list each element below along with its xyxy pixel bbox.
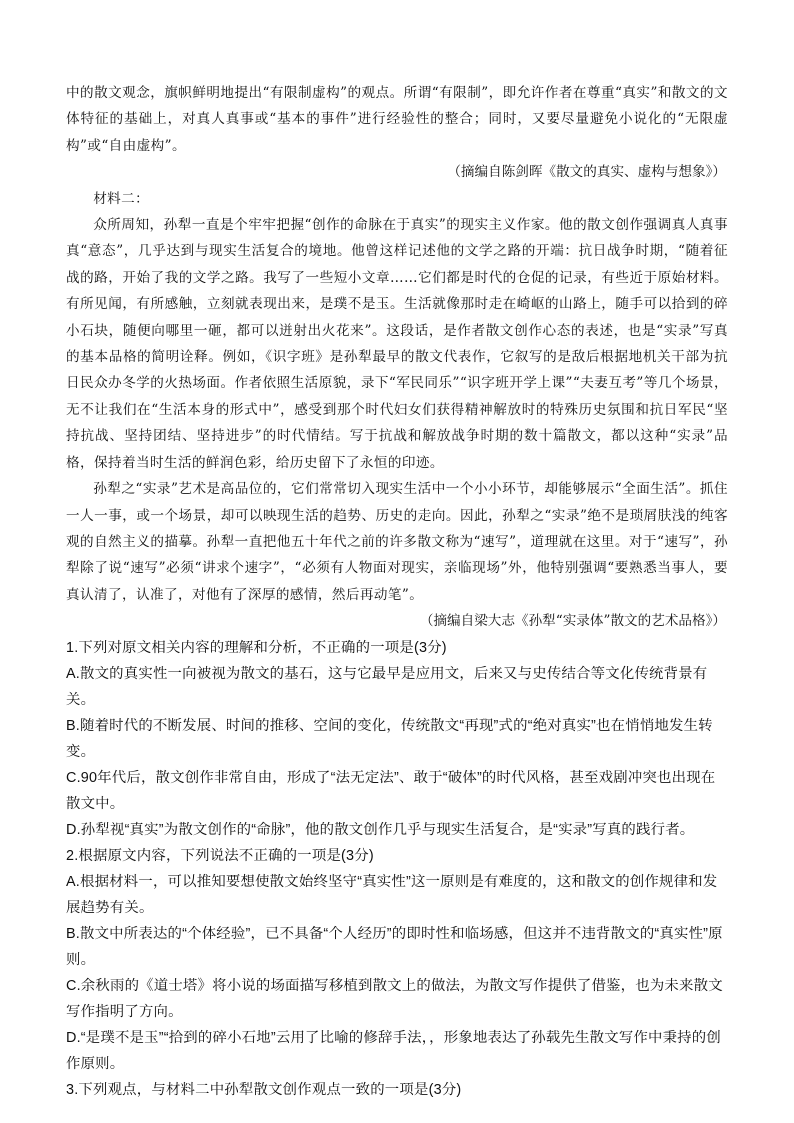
material2-paragraph-2: 孙犁之“实录”艺术是高品位的，它们常常切入现实生活中一个小小环节，却能够展示“全面生活”。抓住一人一事，或一个场景，却可以映现生活的趋势、历史的走向。因此，孙犁之“实录”绝不是琐屑肤浅的纯客观的自然主义的描摹。孙犁一直把他五十年代之前的许多散文称为“速写”，道理就在这里。对于“速写”，孙犁除了说“速写”必须“讲求个速字”，“必须有人物面对现实，亲临现场”外，他特别强调“要熟悉当事人，要真认清了，认准了，对他有了深厚的感情，然后再动笔”。 [66, 481, 728, 603]
question-1-option-d: D.孙犁视“真实”为散文创作的“命脉”，他的散文创作几乎与现实生活复合，是“实录”写真的践行者。 [66, 821, 695, 838]
material2-label: 材料二： [93, 190, 150, 207]
material1-source: （摘编自陈剑晖《散文的真实、虚构与想象》） [447, 164, 726, 181]
material2-paragraph-1: 众所周知，孙犁一直是个牢牢把握“创作的命脉在于真实”的现实主义作家。他的散文创作强调真人真事真“意态”，几乎达到与现实生活复合的境地。他曾这样记述他的文学之路的开端：抗日战争时期，“随着征战的路，开始了我的文学之路。我写了一些短小文章……它们都是时代的仓促的记录，有些近于原始材料。有所见闻，有所感触，立刻就表现出来，是璞不是玉。生活就像那时走在崎岖的山路上，随手可以拾到的碎小石块，随便向哪里一砸，都可以迸射出火花来”。这段话，是作者散文创作心态的表述，也是“实录”写真的基本品格的简明诠释。例如，《识字班》是孙犁最早的散文代表作，它叙写的是敌后根据地机关干部为抗日民众办冬学的火热场面。作者依照生活原貌，录下“军民同乐”“识字班开学上课”“夫妻互考”等几个场景，无不让我们在“生活本身的形式中”，感受到那个时代妇女们获得精神解放时的特殊历史氛围和抗日军民“坚持抗战、坚持团结、坚持进步”的时代情结。写于抗战和解放战争时期的数十篇散文，都以这种“实录”品格，保持着当时生活的鲜润色彩，给历史留下了永恒的印迹。 [66, 217, 728, 471]
question-2-option-d: D.“是璞不是玉”“拾到的碎小石地”云用了比喻的修辞手法，，形象地表达了孙载先生散文写作中秉持的创作原则。 [66, 1029, 721, 1072]
material1-tail-paragraph: 中的散文观念，旗帜鲜明地提出“有限制虚构”的观点。所谓“有限制”，即允许作者在尊重“真实”和散文的文体特征的基础上，对真人真事或“基本的事件”进行经验性的整合；同时，又要尽量避免小说化的“无限虚构”或“自由虚构”。 [66, 85, 728, 154]
question-3 [66, 1077, 728, 1103]
question-1-option-c: C.90年代后，散文创作非常自由，形成了“法无定法”、敢于“破体”的时代风格，甚至戏剧冲突也出现在散文中。 [66, 769, 716, 812]
question-1 [66, 635, 728, 843]
material2-source: （摘编自梁大志《孙犁“实录体”散文的艺术品格》） [419, 613, 726, 630]
question-3-stem: 3.下列观点，与材料二中孙犁散文创作观点一致的一项是(3分) [66, 1081, 462, 1098]
question-2-option-c: C.余秋雨的《道士塔》将小说的场面描写移植到散文上的做法，为散文写作提供了借鉴，也为未来散文写作指明了方向。 [66, 977, 723, 1020]
question-1-option-b: B.随着时代的不断发展、时间的推移、空间的变化，传统散文“再现”式的“绝对真实”也在悄悄地发生转变。 [66, 717, 713, 760]
question-1-stem: 1.下列对原文相关内容的理解和分析，不正确的一项是(3分) [66, 639, 447, 656]
question-2 [66, 843, 728, 1077]
question-1-option-a: A.散文的真实性一向被视为散文的基石，这与它最早是应用文，后来又与史传结合等文化传统背景有关。 [66, 665, 708, 708]
question-2-stem: 2.根据原文内容，下列说法不正确的一项是(3分) [66, 847, 374, 864]
question-2-option-a: A.根据材料一，可以推知要想使散文始终坚守“真实性”这一原则是有难度的，这和散文的创作规律和发展趋势有关。 [66, 873, 718, 916]
question-2-option-b: B.散文中所表达的“个体经验”，已不具备“个人经历”的即时性和临场感，但这并不违背散文的“真实性”原则。 [66, 925, 723, 968]
